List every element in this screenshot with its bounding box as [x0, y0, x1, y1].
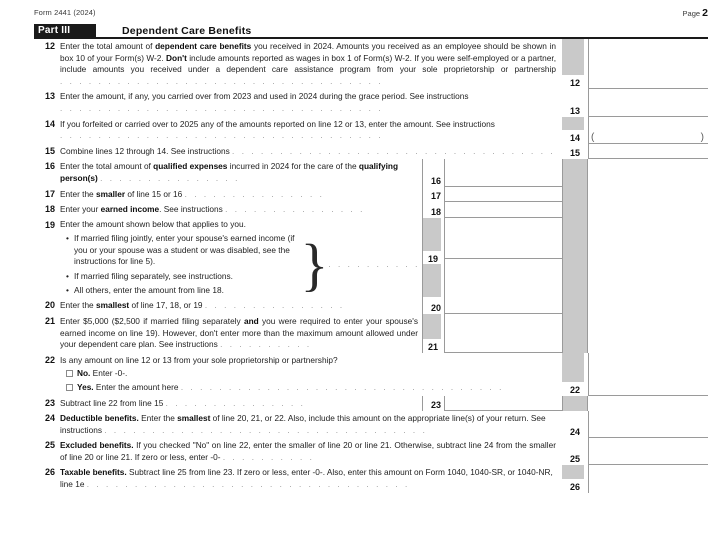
line-26-amount-field[interactable] [588, 465, 708, 492]
bullet-dot-icon: • [66, 233, 69, 244]
option-no-label: No. Enter -0-. [77, 368, 128, 379]
line-18-right-gutter [588, 202, 708, 218]
line-13-amount-field[interactable] [588, 89, 708, 116]
dot-leader: . . . . . . . . . . . . . . . [225, 205, 365, 215]
line-22-box-number [562, 353, 588, 396]
dot-leader: . . . . . . . . . . [328, 260, 420, 270]
line-number: 23 [44, 397, 55, 408]
line-17-right-gutter [588, 187, 708, 203]
dot-leader: . . . . . . . . . . . . . . . [100, 173, 240, 183]
line-number: 18 [44, 204, 55, 215]
shade-strip [562, 396, 588, 412]
line-number: 21 [44, 315, 55, 326]
line-number: 13 [44, 91, 55, 102]
form-line-24 [34, 411, 708, 438]
dot-leader: . . . . . . . . . . . . . . . [184, 189, 325, 199]
line-25-amount-field[interactable] [588, 438, 708, 465]
shade-strip [562, 159, 588, 186]
line-14-box-number [562, 117, 588, 144]
dot-leader: . . . . . . . . . . . . . . . [204, 301, 345, 311]
line-16-right-gutter [588, 159, 708, 186]
line-23-text: Subtract line 22 from line 15 [60, 397, 164, 408]
dot-leader: . . . . . . . . . . [222, 452, 315, 462]
line-26-text: Taxable benefits. Subtract line 25 from line 23. If zero or less, enter -0-. Also, enter this amount on Form 1040, 1040-SR, or 1040-NR, line 1e [60, 467, 553, 490]
line-21-right-gutter [588, 314, 708, 353]
dot-leader: . . . . . . . . . . . . . . . [165, 398, 306, 408]
form-line-26 [34, 465, 708, 492]
line-19-bullet [66, 233, 301, 267]
shade-strip [562, 314, 588, 353]
line-17-amount-field[interactable] [444, 187, 562, 203]
box-label-19: 19 [427, 254, 438, 265]
form-line-22 [34, 353, 708, 396]
form-line-12 [34, 39, 708, 89]
line-number: 19 [44, 219, 55, 230]
line-16-amount-field[interactable] [444, 159, 562, 186]
part-tag: Part III [34, 24, 96, 37]
line-22-amount-field[interactable] [588, 353, 708, 396]
bullet-text: If married filing jointly, enter your spouse's earned income (if you or your spouse was a student or was disabled, see the instructions for line 5). [74, 233, 295, 267]
bullet-dot-icon: • [66, 270, 69, 281]
box-label-18: 18 [430, 206, 441, 217]
dot-leader: . . . . . . . . . . . . . . . . . . . . . . . . . . . . . . . . . . [104, 425, 428, 435]
line-18-box-number [422, 202, 444, 218]
line-13-box-number [562, 89, 588, 116]
form-line-17 [34, 187, 708, 203]
line-21-amount-field[interactable] [444, 314, 562, 353]
line-number: 24 [44, 413, 55, 424]
bullet-text: If married filing separately, see instructions. [74, 270, 233, 281]
box-label-24: 24 [569, 427, 580, 438]
option-no-row[interactable] [60, 368, 556, 380]
form-line-16 [34, 159, 708, 186]
line-14-amount-field[interactable] [588, 117, 708, 144]
line-20-text: Enter the smallest of line 17, 18, or 19 [60, 300, 203, 311]
line-number: 25 [44, 440, 55, 451]
line-24-text: Deductible benefits. Enter the smallest of line 20, 21, or 22. Also, include this amount on the appropriate line(s) of your return. See instructions [60, 413, 546, 435]
box-label-22: 22 [569, 384, 580, 395]
form-page [0, 6, 720, 554]
dot-leader: . . . . . . . . . . [220, 340, 312, 350]
line-18-amount-field[interactable] [444, 202, 562, 218]
line-20-amount-field[interactable] [444, 298, 562, 314]
paren-open: ( [591, 131, 595, 143]
line-12-amount-field[interactable] [588, 39, 708, 89]
line-25-text: Excluded benefits. If you checked "No" on line 22, enter the smaller of line 20 or line 21. Otherwise, subtract line 24 from the smaller of line 20 or line 21. If zero or less, enter -0- [60, 440, 556, 462]
line-20-box-number [422, 298, 444, 314]
dot-leader: . . . . . . . . . . . . . . . . . . . . . . . . . . . . . . . . . . [60, 76, 384, 86]
line-number: 26 [44, 467, 55, 478]
line-21-text: Enter $5,000 ($2,500 if married filing separately and you were required to enter your spouse's earned income on line 19). However, don't enter more than the maximum amount allowed under your dependent care plan. See instructions [60, 315, 418, 350]
brace-icon: } [300, 231, 329, 297]
part-iii-header [34, 24, 708, 39]
line-19-amount-field[interactable] [444, 218, 562, 299]
line-16-box-number [422, 159, 444, 186]
box-label-21: 21 [427, 341, 438, 352]
line-number: 14 [44, 118, 55, 129]
box-label-12: 12 [569, 78, 580, 89]
form-identifier: Form 2441 (2024) [34, 8, 96, 17]
line-15-text: Combine lines 12 through 14. See instructions [60, 145, 230, 156]
box-label-17: 17 [430, 191, 441, 202]
line-number: 22 [44, 354, 55, 365]
dot-leader: . . . . . . . . . . . . . . . . . . . . . . . . . . . . . . . . . . [60, 131, 384, 141]
box-label-20: 20 [430, 302, 441, 313]
dot-leader: . . . . . . . . . . . . . . . . . . . . . . . . . . . . . . . . . . [86, 480, 410, 490]
option-yes-row[interactable] [60, 382, 556, 394]
line-25-box-number [562, 438, 588, 465]
bullet-text: All others, enter the amount from line 18. [74, 284, 224, 295]
box-label-26: 26 [569, 481, 580, 492]
option-yes-label: Yes. Enter the amount here [77, 381, 179, 392]
form-line-19 [34, 218, 708, 299]
line-23-box-number [422, 396, 444, 412]
checkbox-yes[interactable] [66, 384, 73, 391]
line-23-amount-field[interactable] [444, 396, 562, 412]
line-number: 15 [44, 145, 55, 156]
line-16-text: Enter the total amount of qualified expenses incurred in 2024 for the care of the qualifying person(s) [60, 161, 399, 183]
line-21-box-number [422, 314, 444, 353]
line-19-bullet [66, 271, 301, 282]
form-line-23 [34, 396, 708, 412]
line-22-text: Is any amount on line 12 or 13 from your sole proprietorship or partnership? [60, 354, 338, 365]
line-19-text: Enter the amount shown below that applies to you. [60, 218, 246, 229]
line-number: 17 [44, 188, 55, 199]
line-number: 12 [44, 41, 55, 51]
shade-strip [562, 187, 588, 203]
line-13-text: Enter the amount, if any, you carried over from 2023 and used in 2024 during the grace period. See instructions [60, 91, 469, 102]
checkbox-no[interactable] [66, 370, 73, 377]
page-header [34, 6, 708, 24]
box-label-15: 15 [569, 148, 580, 159]
form-line-25 [34, 438, 708, 465]
box-label-13: 13 [569, 105, 580, 116]
shade-strip [562, 218, 588, 299]
form-line-14 [34, 117, 708, 144]
dot-leader: . . . . . . . . . . . . . . . . . . . . . . . . . . . . . . . . . . [60, 103, 384, 113]
form-line-20 [34, 298, 708, 314]
line-23-right-gutter [588, 396, 708, 412]
page-number: 2 [702, 7, 708, 19]
line-number: 20 [44, 300, 55, 311]
line-20-right-gutter [588, 298, 708, 314]
box-label-16: 16 [430, 175, 441, 186]
form-line-13 [34, 89, 708, 116]
line-15-amount-field[interactable] [588, 144, 708, 160]
dot-leader: . . . . . . . . . . . . . . . . . . . . . . . . . . . . . . . . . . [232, 146, 556, 156]
line-12-text: Enter the total amount of dependent care benefits you received in 2024. Amounts you received as an employee should be shown in box 10 of your Form(s) W-2. Don't include amounts reported as wages in box 1 of Form(s) W-2. If you were self-employed or a partner, include amounts you received under a dependent care assistance program from your sole proprietorship or partnership [60, 41, 556, 75]
line-18-text: Enter your earned income. See instructions [60, 204, 223, 215]
line-24-amount-field[interactable] [588, 411, 708, 438]
page-indicator [683, 7, 708, 19]
line-number: 16 [44, 161, 55, 172]
form-line-21 [34, 314, 708, 353]
line-14-text: If you forfeited or carried over to 2025 any of the amounts reported on line 12 or 13, enter the amount. See instructions [60, 118, 495, 129]
dot-leader: . . . . . . . . . . . . . . . . . . . . . . . . . . . . . . . . . . [180, 382, 504, 392]
bullet-dot-icon: • [66, 284, 69, 295]
line-17-box-number [422, 187, 444, 203]
line-26-box-number [562, 465, 588, 492]
paren-close: ) [700, 131, 704, 143]
box-label-25: 25 [569, 454, 580, 465]
page-label: Page [682, 9, 701, 18]
shade-strip [562, 202, 588, 218]
box-label-14: 14 [569, 132, 580, 143]
box-label-23: 23 [430, 400, 441, 411]
shade-strip [562, 298, 588, 314]
line-15-box-number [562, 144, 588, 160]
form-line-15 [34, 144, 708, 160]
page-title: Dependent Care Benefits [122, 24, 252, 37]
form-line-18 [34, 202, 708, 218]
form-body [34, 39, 708, 493]
line-12-box-number [562, 39, 588, 89]
line-19-bullet [66, 285, 301, 296]
line-19-right-gutter [588, 218, 708, 299]
line-17-text: Enter the smaller of line 15 or 16 [60, 188, 183, 199]
line-24-box-number [562, 411, 588, 438]
line-19-box-number [422, 218, 444, 299]
